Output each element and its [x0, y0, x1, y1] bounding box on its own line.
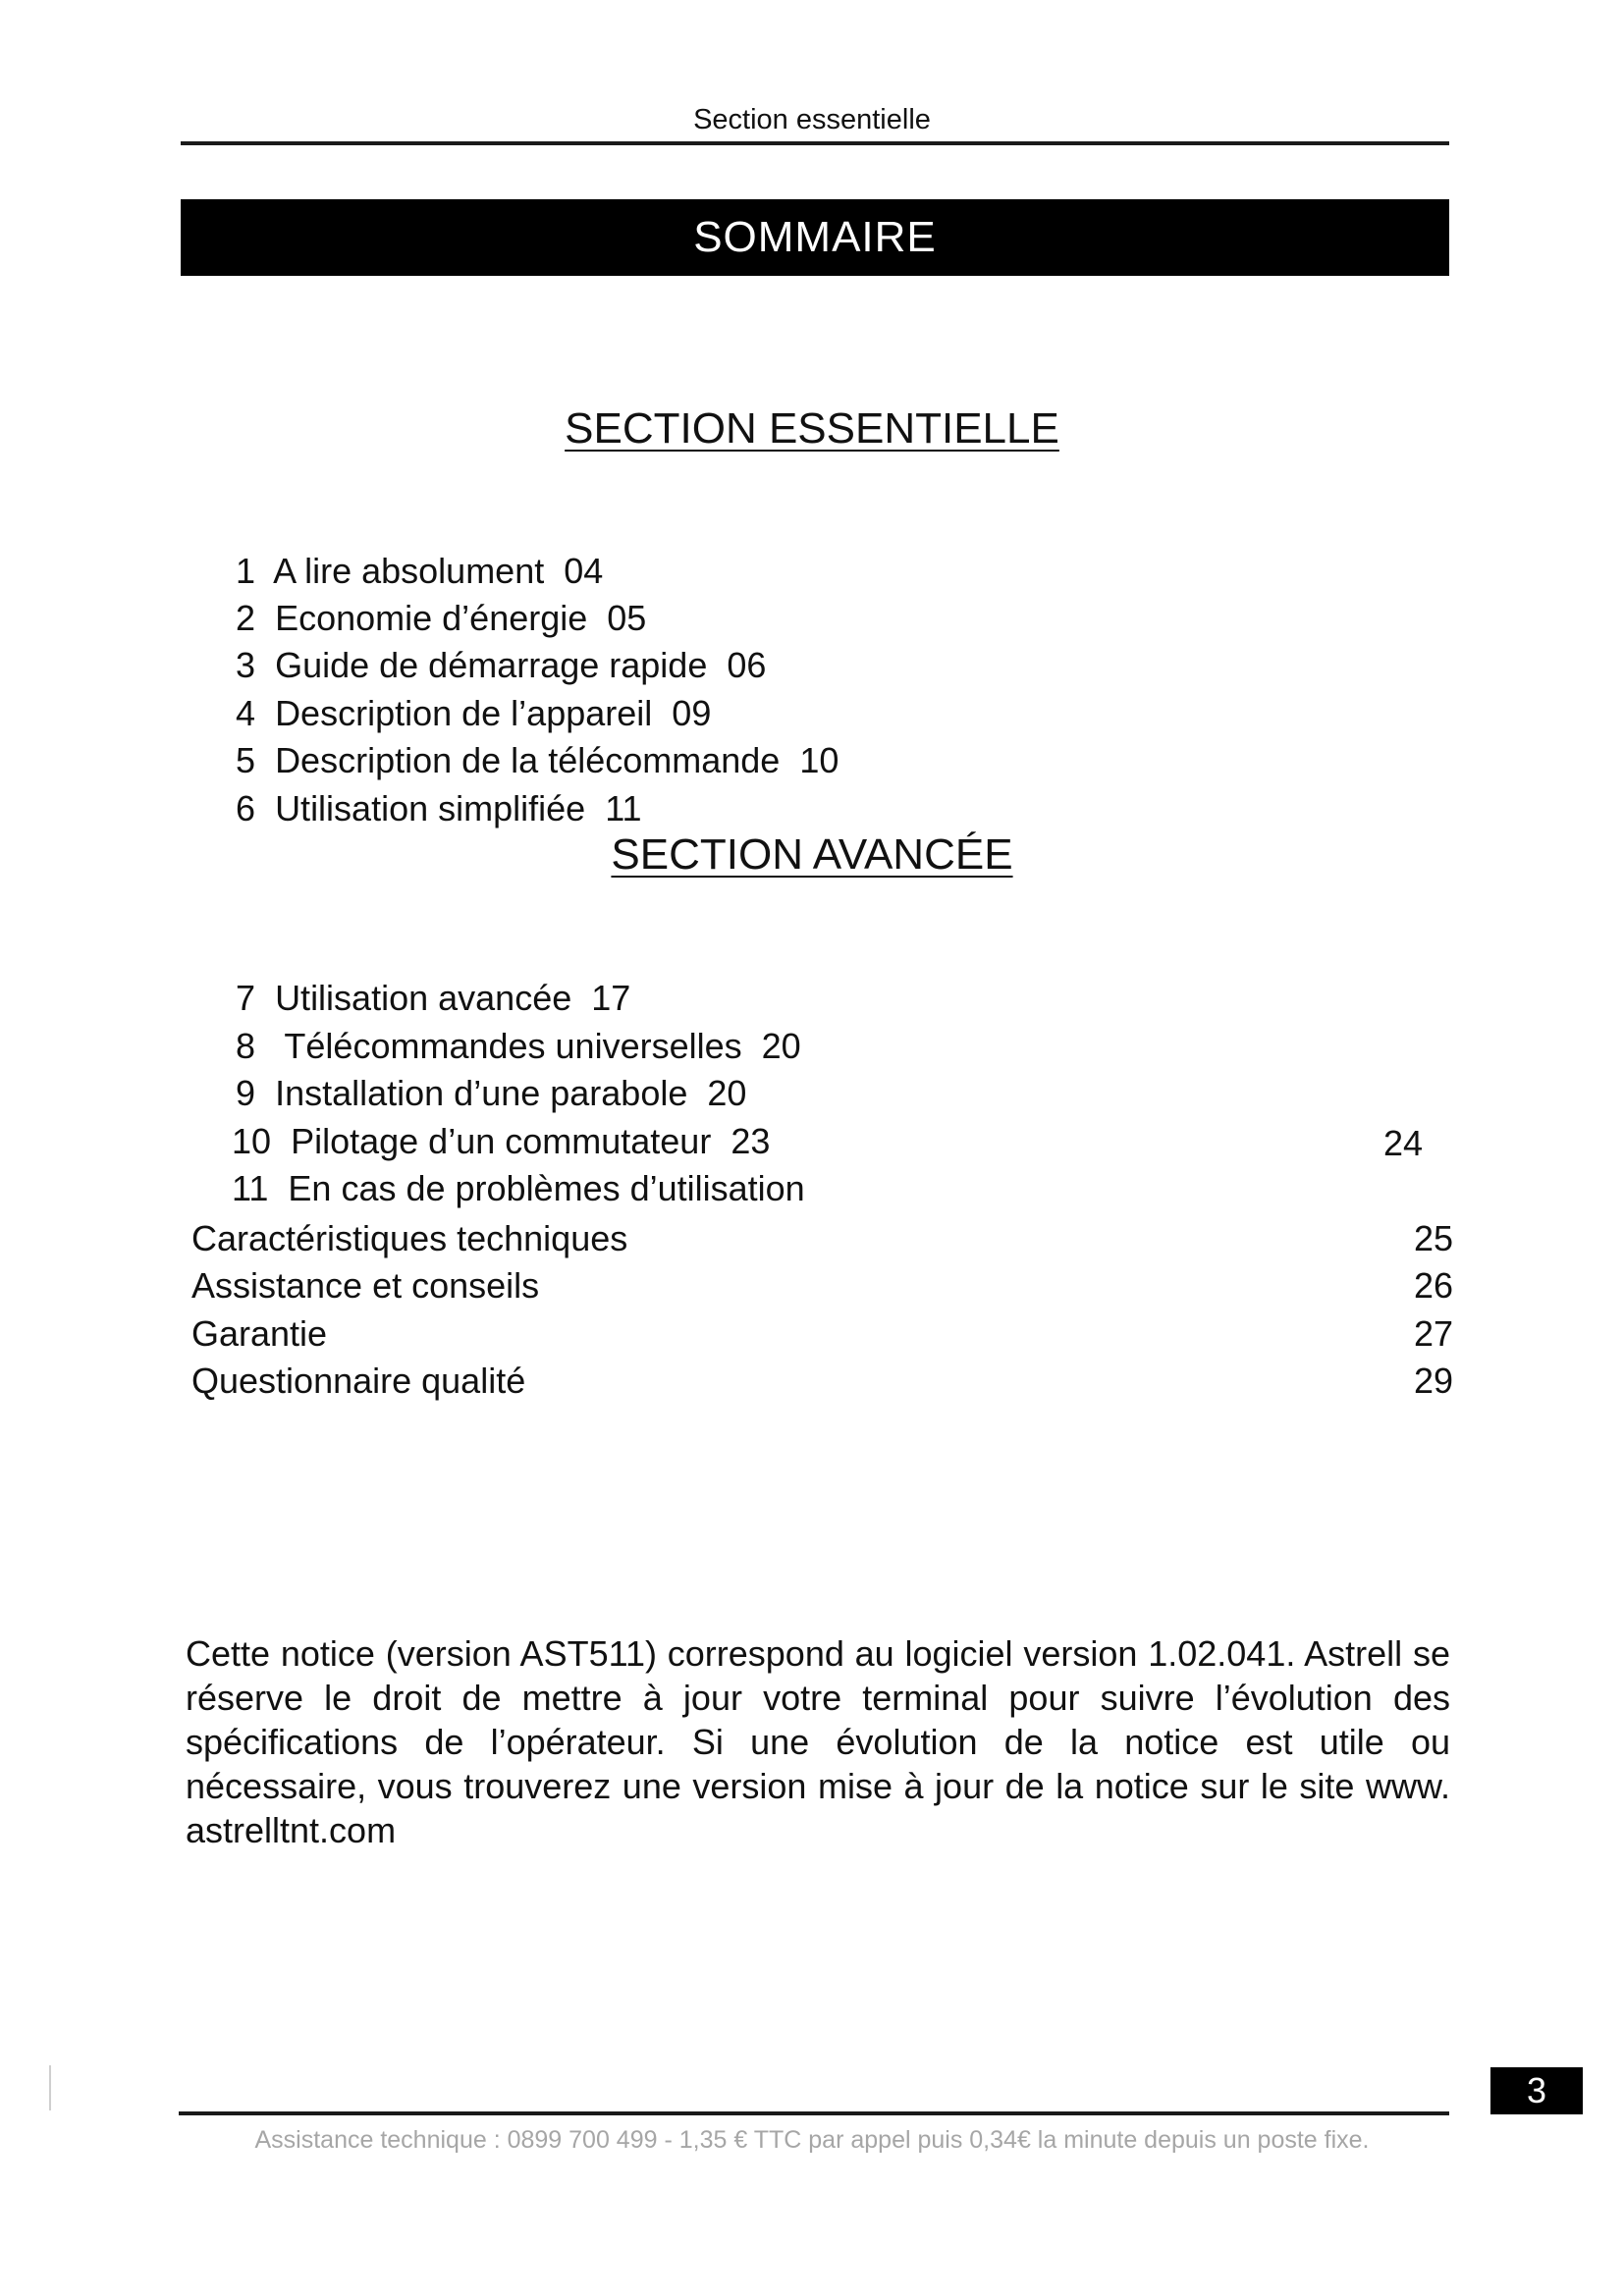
- appendix-item-label[interactable]: Caractéristiques techniques: [191, 1218, 628, 1258]
- toc-item-number: 5: [236, 740, 256, 780]
- toc-item-page: 09: [672, 693, 712, 733]
- toc-item-label: A lire absolument: [273, 551, 545, 591]
- toc-item-number: 9: [236, 1073, 256, 1113]
- website-link[interactable]: www. astrelltnt.com: [186, 1766, 1450, 1850]
- toc-item[interactable]: [196, 551, 647, 638]
- toc-item-number: 10: [232, 1121, 272, 1161]
- appendix-item-page: 27: [1413, 1313, 1453, 1354]
- version-notice: [186, 1631, 1450, 1852]
- toc-item-number: 2: [236, 598, 256, 638]
- appendix-item-label[interactable]: Assistance et conseils: [191, 1265, 540, 1306]
- toc-item-number: 1: [236, 551, 256, 591]
- toc-item-number: 3: [236, 645, 256, 685]
- toc-item-page: 04: [564, 551, 604, 591]
- appendix-item-page: 29: [1413, 1361, 1453, 1401]
- toc-item-page: 20: [707, 1073, 747, 1113]
- toc-item-label: Utilisation simplifiée: [275, 788, 586, 828]
- footer-rule: [179, 2111, 1449, 2115]
- section-heading-avancee: SECTION AVANCÉE: [611, 830, 1013, 879]
- toc-item[interactable]: [196, 598, 767, 685]
- appendix-item-page: 25: [1413, 1218, 1453, 1258]
- toc-item-page: 06: [727, 645, 767, 685]
- running-header: Section essentielle: [693, 104, 931, 135]
- toc-item[interactable]: [192, 1074, 771, 1161]
- toc-item-page: 24: [1382, 1123, 1423, 1163]
- toc-item[interactable]: [196, 693, 839, 780]
- page-title: SOMMAIRE: [693, 213, 937, 261]
- appendix-item-label[interactable]: Questionnaire qualité: [191, 1361, 526, 1401]
- toc-item[interactable]: [196, 931, 631, 1018]
- header-rule: [181, 141, 1449, 145]
- toc-item-page: 10: [799, 740, 839, 780]
- toc-item-label: Description de l’appareil: [275, 693, 653, 733]
- toc-item[interactable]: [196, 979, 801, 1066]
- appendix-item-label[interactable]: Garantie: [191, 1313, 328, 1354]
- toc-item-number: 4: [236, 693, 256, 733]
- toc-item[interactable]: [196, 741, 642, 828]
- page-number: [1490, 2067, 1583, 2114]
- toc-item-label: Description de la télécommande: [275, 740, 781, 780]
- toc-item-number: 6: [236, 788, 256, 828]
- version-notice-text: Cette notice (version AST511) correspond au logiciel version 1.02.041. Astrell se réserve le droit de mettre à jour votre terminal pour suivre l’évolution des spécifications de l’opérateur. Si une évolution de la notice est utile ou nécessaire, vous trouverez une version mise à jour de la notice sur le site: [186, 1633, 1450, 1806]
- toc-item-label: Utilisation avancée: [275, 978, 572, 1018]
- page-title-bar: [181, 199, 1449, 276]
- toc-item-page: 17: [591, 978, 631, 1018]
- page-number-value: 3: [1526, 2070, 1547, 2110]
- toc-item-page: 23: [731, 1121, 771, 1161]
- toc-item-page: 20: [761, 1026, 801, 1066]
- toc-item-label: Pilotage d’un commutateur: [291, 1121, 712, 1161]
- toc-item-label: Economie d’énergie: [275, 598, 588, 638]
- toc-item[interactable]: [192, 1121, 805, 1208]
- toc-item-number: 7: [236, 978, 256, 1018]
- toc-item-page: 11: [605, 788, 642, 828]
- toc-item-number: 8: [236, 1026, 256, 1066]
- toc-item-label: En cas de problèmes d’utilisation: [288, 1168, 805, 1208]
- toc-item-page: 05: [607, 598, 647, 638]
- toc-item-label: Guide de démarrage rapide: [275, 645, 708, 685]
- toc-item[interactable]: [196, 646, 712, 733]
- toc-item-label: Télécommandes universelles: [275, 1026, 742, 1066]
- margin-mark: [49, 2065, 51, 2110]
- toc-item[interactable]: [196, 1026, 747, 1113]
- appendix-item-page: 26: [1413, 1265, 1453, 1306]
- section-heading-essentielle: SECTION ESSENTIELLE: [565, 404, 1059, 453]
- toc-item[interactable]: [196, 504, 604, 591]
- toc-item-label: Installation d’une parabole: [275, 1073, 688, 1113]
- toc-item-number: 11: [232, 1168, 269, 1208]
- footer-assistance: Assistance technique : 0899 700 499 - 1,35 € TTC par appel puis 0,34€ la minute depuis un poste fixe.: [254, 2126, 1370, 2154]
